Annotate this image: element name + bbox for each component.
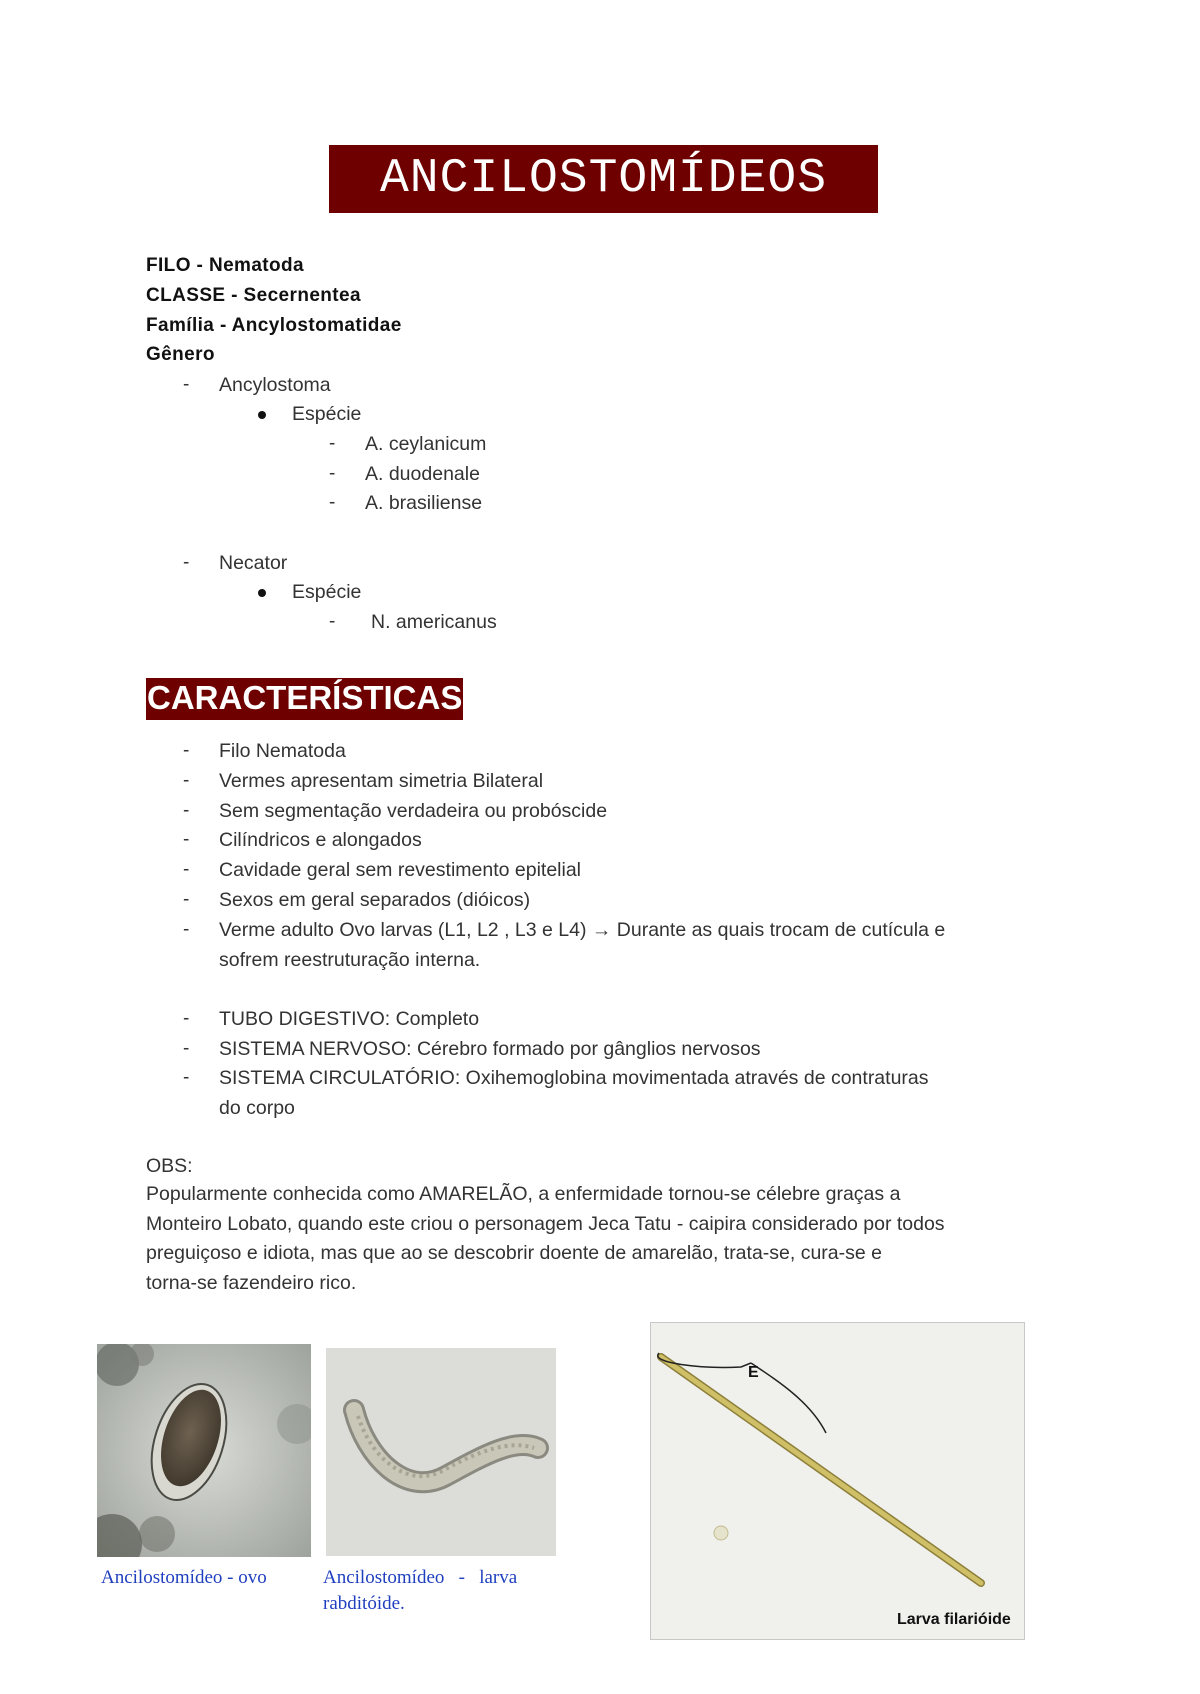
taxonomy-genero: Gênero (146, 344, 215, 365)
genus-necator: Necator (219, 552, 288, 574)
list-dash: - (183, 770, 190, 791)
characteristic-item: Cavidade geral sem revestimento epitelial (219, 859, 582, 881)
larva-rabditoide-caption-continuation: rabditóide. (323, 1593, 405, 1614)
characteristic-item: Sem segmentação verdadeira ou probóscide (219, 800, 608, 822)
system-item: TUBO DIGESTIVO: Completo (219, 1008, 480, 1030)
egg-photo (97, 1344, 311, 1557)
list-dash: - (183, 889, 190, 910)
larva-rabditoide-photo (326, 1348, 556, 1556)
list-dash: - (183, 374, 190, 395)
egg-caption: Ancilostomídeo - ovo (101, 1567, 267, 1588)
bullet-icon (258, 411, 266, 419)
genus-ancylostoma: Ancylostoma (219, 374, 331, 396)
species-label: Espécie (292, 581, 362, 603)
characteristic-item: Cilíndricos e alongados (219, 829, 422, 851)
taxonomy-familia: Família - Ancylostomatidae (146, 315, 402, 336)
system-continuation: do corpo (219, 1097, 295, 1119)
species-item: A. ceylanicum (365, 433, 487, 455)
list-dash: - (183, 1067, 190, 1088)
taxonomy-filo: FILO - Nematoda (146, 255, 305, 276)
list-dash: - (183, 919, 190, 940)
list-dash: - (183, 829, 190, 850)
list-dash: - (329, 611, 336, 632)
characteristic-item: Filo Nematoda (219, 740, 346, 762)
section-title: CARACTERÍSTICAS (146, 678, 463, 720)
larva-filarioide-photo (650, 1322, 1025, 1640)
species-item: A. duodenale (365, 463, 480, 485)
characteristic-continuation: sofrem reestruturação interna. (219, 949, 481, 971)
larva-rabditoide-caption: Ancilostomídeo - larva (323, 1567, 518, 1588)
list-dash: - (183, 740, 190, 761)
characteristic-item: Sexos em geral separados (dióicos) (219, 889, 531, 911)
species-item: A. brasiliense (365, 492, 483, 514)
larva-filarioide-label: Larva filarióide (897, 1611, 1011, 1628)
list-dash: - (183, 552, 190, 573)
obs-line: preguiçoso e idiota, mas que ao se descobrir doente de amarelão, trata-se, cura-se e (146, 1242, 883, 1264)
obs-line: Popularmente conhecida como AMARELÃO, a enfermidade tornou-se célebre graças a (146, 1183, 901, 1205)
list-dash: - (183, 1038, 190, 1059)
list-dash: - (329, 433, 336, 454)
species-label: Espécie (292, 403, 362, 425)
obs-line: torna-se fazendeiro rico. (146, 1272, 357, 1294)
species-item: N. americanus (371, 611, 497, 633)
taxonomy-classe: CLASSE - Secernentea (146, 285, 361, 306)
list-dash: - (183, 1008, 190, 1029)
list-dash: - (329, 492, 336, 513)
system-item: SISTEMA CIRCULATÓRIO: Oxihemoglobina movimentada através de contraturas (219, 1067, 929, 1089)
filariform-marker: E (748, 1364, 759, 1381)
obs-line: Monteiro Lobato, quando este criou o personagem Jeca Tatu - caipira considerado por todos (146, 1213, 945, 1235)
obs-label: OBS: (146, 1155, 193, 1177)
list-dash: - (183, 859, 190, 880)
bullet-icon (258, 589, 266, 597)
list-dash: - (329, 463, 336, 484)
list-dash: - (183, 800, 190, 821)
page-title: ANCILOSTOMÍDEOS (329, 145, 878, 213)
characteristic-item: Verme adulto Ovo larvas (L1, L2 , L3 e L4) → Durante as quais trocam de cutícula e (219, 919, 946, 941)
system-item: SISTEMA NERVOSO: Cérebro formado por gânglios nervosos (219, 1038, 761, 1060)
characteristic-item: Vermes apresentam simetria Bilateral (219, 770, 544, 792)
